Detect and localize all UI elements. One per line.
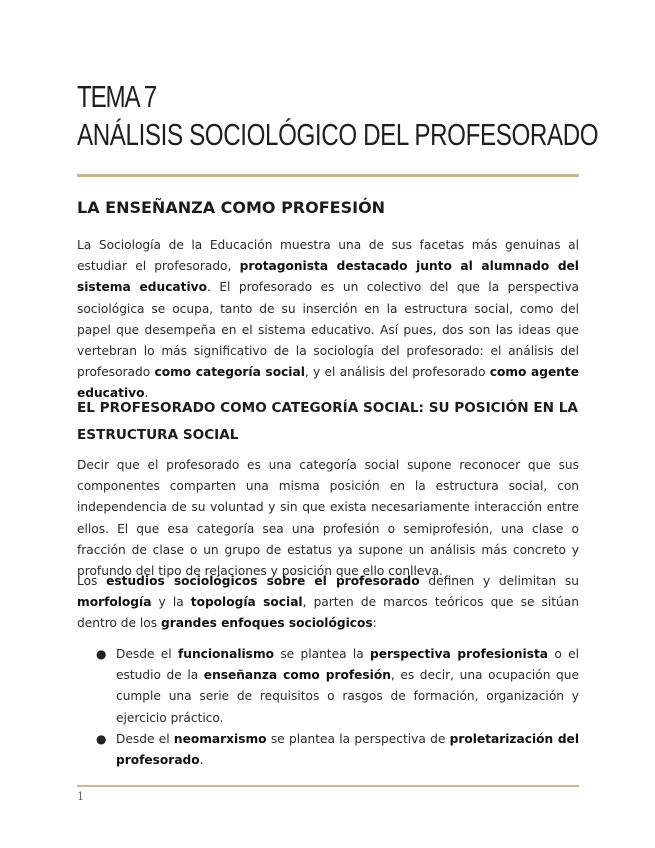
- bullet-icon: ●: [96, 647, 107, 661]
- category-paragraph: Decir que el profesorado es una categoría social supone reconocer que sus componentes comparten una misma posición en la estructura social, con independencia de su voluntad y sin que exista necesariamente interacción entre ellos. El que esa categoría sea una profesión o semiprofesión, una clase o fracción de clase o un grupo de estatus ya supone un análisis más concreto y profundo del tipo de relaciones y posición que ello conlleva.: [77, 458, 579, 579]
- subsection-heading: EL PROFESORADO COMO CATEGORÍA SOCIAL: SU POSICIÓN EN LA ESTRUCTURA SOCIAL: [77, 400, 578, 443]
- footer-divider: [77, 785, 579, 787]
- approaches-list: [77, 644, 579, 771]
- tema-label: TEMA 7: [77, 79, 156, 114]
- studies-paragraph: Los estudios sociológicos sobre el profesorado definen y delimitan su morfología y la topología social, parten de marcos teóricos que se sitúan dentro de los grandes enfoques sociológicos:: [77, 574, 579, 631]
- page-number: 1: [77, 790, 84, 803]
- page-title: ANÁLISIS SOCIOLÓGICO DEL PROFESORADO: [77, 117, 599, 152]
- intro-paragraph: La Sociología de la Educación muestra una de sus facetas más genuinas al estudiar el profesorado, protagonista destacado junto al alumnado del sistema educativo. El profesorado es un colectivo del que la perspectiva sociológica se ocupa, tanto de su inserción en la estructura social, como del papel que desempeña en el sistema educativo. Así pues, dos son las ideas que vertebran lo más significativo de la sociología del profesorado: el análisis del profesorado como categoría social, y el análisis del profesorado como agente educativo.: [77, 238, 580, 401]
- title-divider: [77, 174, 579, 177]
- section-heading: LA ENSEÑANZA COMO PROFESIÓN: [77, 198, 386, 217]
- bullet-icon: ●: [96, 731, 107, 746]
- list-item: ● Desde el funcionalismo se plantea la perspectiva profesionista o el estudio de la enseñanza como profesión, es decir, una ocupación que cumple una serie de requisitos o rasgos de formación, organización y ejercicio práctico.: [77, 644, 579, 729]
- list-item: ● Desde el neomarxismo se plantea la perspectiva de proletarización del profesorado.: [77, 729, 579, 771]
